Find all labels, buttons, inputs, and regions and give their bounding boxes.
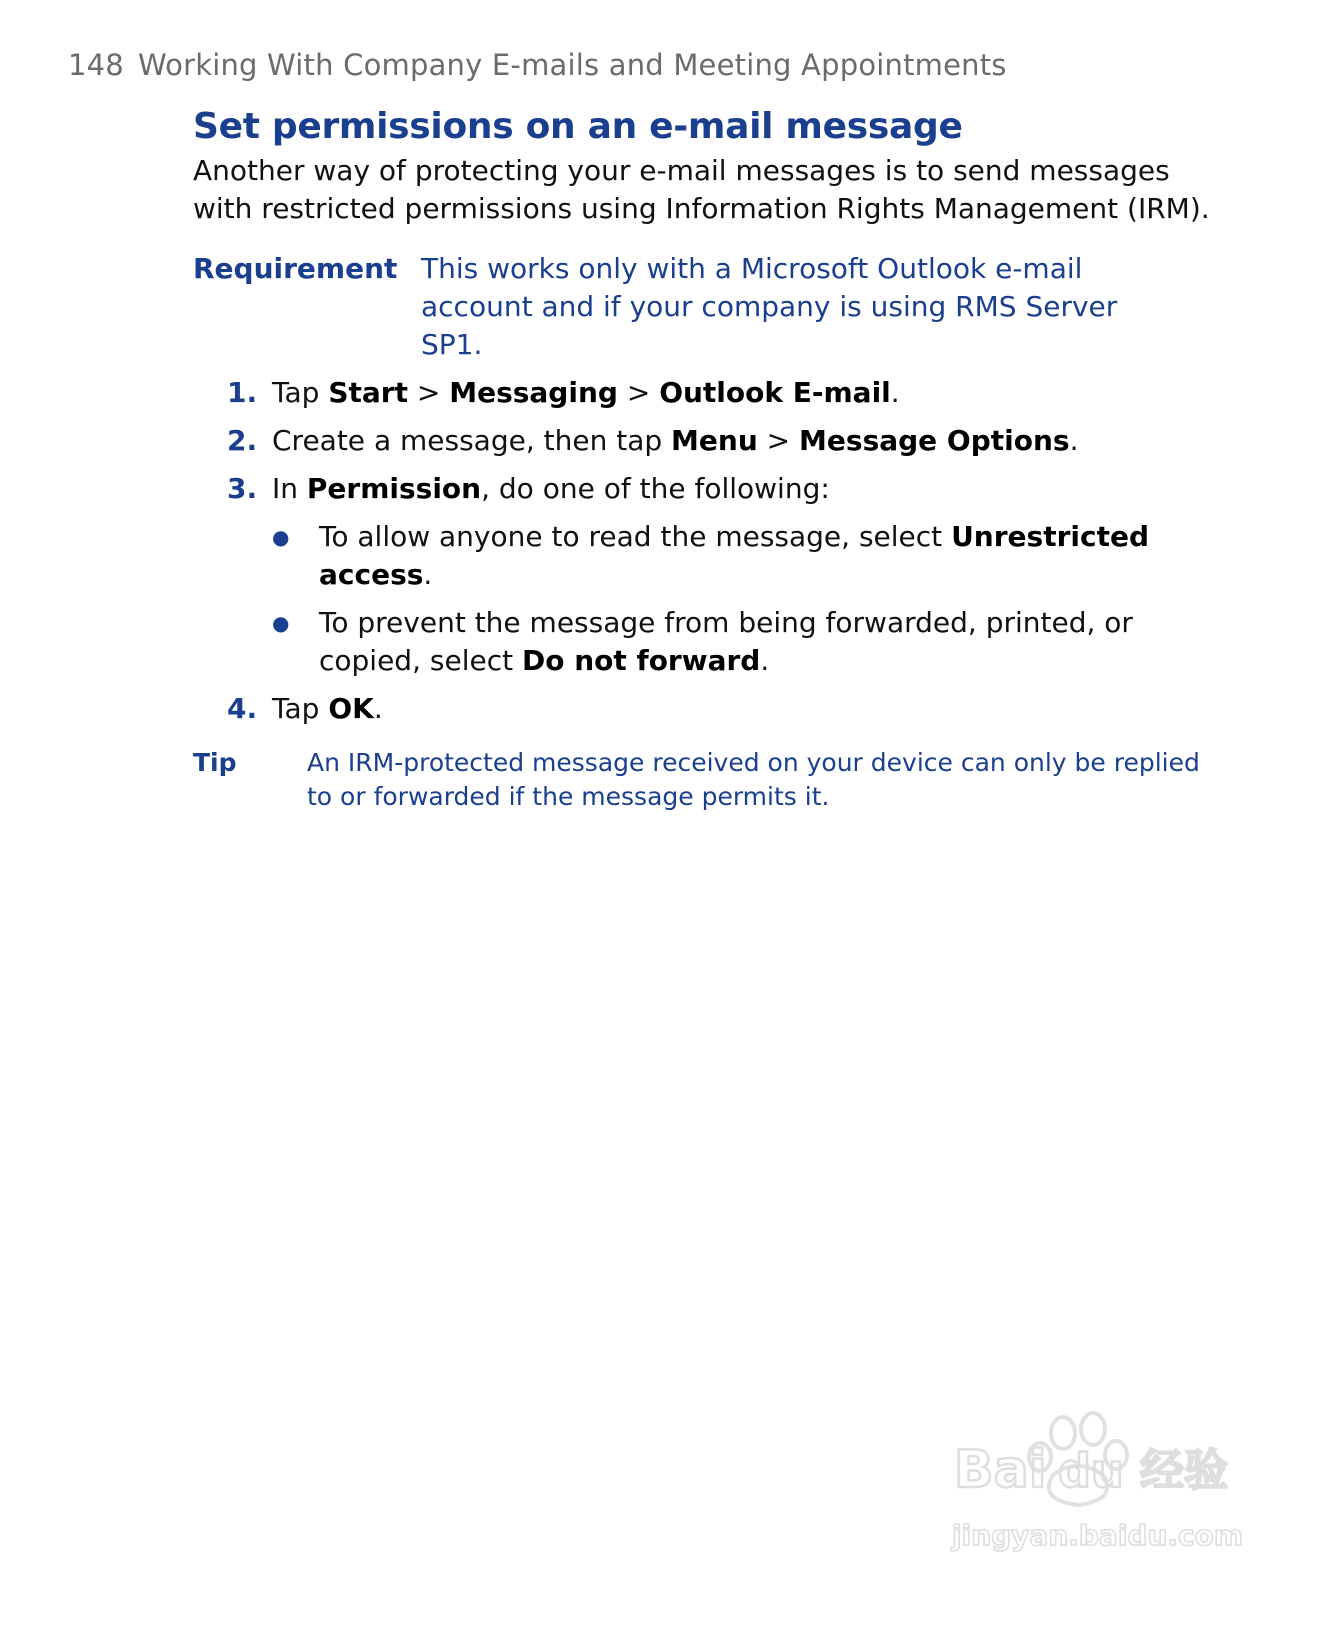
bullet-icon: ● [272,611,290,635]
ui-term: Permission [306,472,482,505]
intro-paragraph: Another way of protecting your e-mail messages is to send messages with restricted permissions using Information Rights Management (IRM). [193,154,1210,225]
watermark-brand: Bai [954,1440,1047,1500]
ui-term: Messaging [449,376,618,409]
ui-term: Start [328,376,408,409]
step-text: Tap OK. [272,692,383,725]
bullet-icon: ● [272,525,290,549]
steps-list [193,374,1223,728]
requirement-text: This works only with a Microsoft Outlook e-mail account and if your company is using RMS Server SP1. [421,252,1118,361]
step-number: 3. [227,472,258,505]
step-item [193,690,1223,728]
step-number: 4. [227,692,258,725]
bullet-text: To allow anyone to read the message, select Unrestricted access. [319,520,1150,591]
list-item [272,518,1223,594]
sub-options-list [272,518,1223,680]
bullet-text: To prevent the message from being forwarded, printed, or copied, select Do not forward. [319,606,1133,677]
page-number: 148 [68,48,124,82]
step-text: In Permission, do one of the following: ● To allow anyone to read the message, select Unrestricted access. ● To prevent the message from being forwarded, printed, or copied, select Do not forward. [272,470,1223,680]
step-item [193,374,1223,412]
ui-term: Do not forward [521,644,761,677]
chapter-title: Working With Company E-mails and Meeting Appointments [137,48,1007,82]
tip-text: An IRM-protected message received on your device can only be replied to or forwarded if the message permits it. [307,748,1200,811]
ui-term: OK [328,692,374,725]
ui-term: Menu [671,424,758,457]
baidu-jingyan-watermark [948,1405,1268,1570]
step-number: 2. [227,424,258,457]
ui-term: Outlook E-mail [659,376,891,409]
step-number: 1. [227,376,258,409]
watermark-url: jingyan.baidu.com [952,1519,1244,1552]
step-text: Create a message, then tap Menu > Message Options. [272,424,1079,457]
watermark-brand-cn: 经验 [1140,1445,1228,1496]
tip-label: Tip [193,748,237,777]
ui-term: Message Options [799,424,1070,457]
section-title: Set permissions on an e-mail message [193,106,963,147]
ui-term: Unrestricted access [319,520,1150,591]
tip-note [193,746,1223,814]
running-header [68,48,1007,82]
watermark-brand-du: du [1058,1444,1124,1498]
requirement-note [193,250,1223,364]
step-text: Tap Start > Messaging > Outlook E-mail. [272,376,900,409]
list-item [272,604,1223,680]
page-content [193,104,1223,814]
requirement-label: Requirement [193,252,398,285]
step-item [193,470,1223,680]
step-item [193,422,1223,460]
